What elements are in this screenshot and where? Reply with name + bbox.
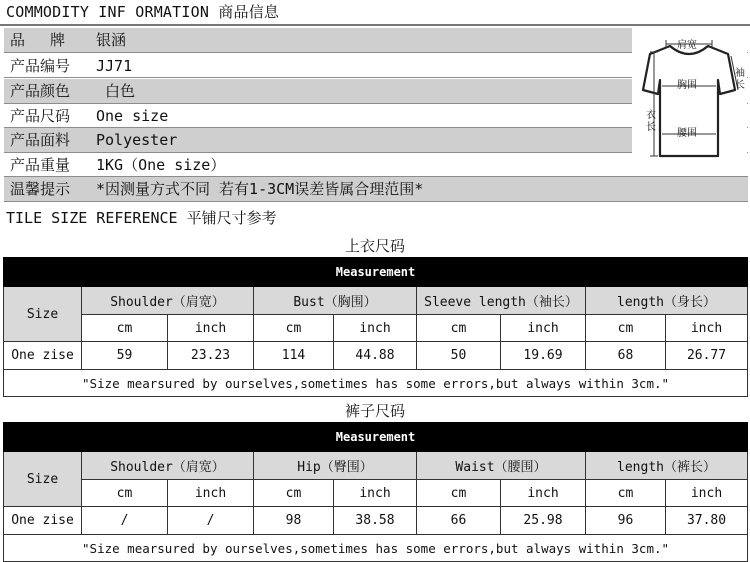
pants-size-caption: 裤子尺码 [344, 402, 405, 420]
unit-header: inch [666, 480, 748, 507]
diagram-label-waist: 腰围 [677, 128, 697, 139]
table-cell: 26.77 [666, 342, 748, 370]
unit-header: inch [168, 480, 254, 507]
table-cell: 44.88 [334, 342, 417, 370]
garment-diagram [632, 28, 747, 171]
table-cell: 59 [82, 342, 168, 370]
info-value-code: JJ71 [96, 57, 133, 75]
info-value-brand: 银涵 [96, 31, 127, 49]
unit-header: cm [254, 315, 334, 342]
unit-header: inch [501, 480, 586, 507]
group-header: Bust（胸围） [254, 287, 417, 315]
table-cell: 25.98 [501, 507, 586, 535]
info-label-weight: 产品重量 [10, 156, 71, 174]
info-value-color: 白色 [96, 82, 136, 100]
unit-header: inch [501, 315, 586, 342]
table-row [4, 342, 748, 370]
table-cell: 50 [417, 342, 501, 370]
unit-header: cm [417, 480, 501, 507]
table-cell: 98 [254, 507, 334, 535]
unit-header: cm [586, 315, 666, 342]
group-header: length（身长） [586, 287, 748, 315]
header-divider [0, 24, 750, 26]
group-header: Shoulder（肩宽） [82, 452, 254, 480]
row-size-label: One zise [4, 507, 82, 535]
measurement-heading: Measurement [4, 423, 748, 452]
size-disclaimer: "Size mearsured by ourselves,sometimes has some errors,but always within 3cm." [4, 370, 748, 397]
row-size-label: One zise [4, 342, 82, 370]
table-cell: 114 [254, 342, 334, 370]
group-header: Shoulder（肩宽） [82, 287, 254, 315]
info-label-brand: 品牌 [10, 31, 91, 49]
table-cell: / [168, 507, 254, 535]
unit-header: cm [254, 480, 334, 507]
table-cell: 96 [586, 507, 666, 535]
unit-header: inch [168, 315, 254, 342]
group-header: Sleeve length（袖长） [417, 287, 586, 315]
group-header: length（裤长） [586, 452, 748, 480]
size-header: Size [4, 452, 82, 507]
top-size-caption: 上衣尺码 [344, 237, 405, 255]
table-cell: 23.23 [168, 342, 254, 370]
info-label-notice: 温馨提示 [10, 180, 71, 198]
info-label-color: 产品颜色 [10, 82, 71, 100]
unit-header: cm [417, 315, 501, 342]
table-cell: 38.58 [334, 507, 417, 535]
table-cell: 68 [586, 342, 666, 370]
table-cell: 19.69 [501, 342, 586, 370]
table-cell: 66 [417, 507, 501, 535]
table-cell: / [82, 507, 168, 535]
unit-header: cm [82, 480, 168, 507]
info-label-fabric: 产品面料 [10, 131, 71, 149]
table-row [4, 507, 748, 535]
tile-size-reference: TILE SIZE REFERENCE 平铺尺寸参考 [6, 209, 277, 227]
unit-header: inch [334, 315, 417, 342]
info-value-fabric: Polyester [96, 131, 178, 149]
info-value-notice: *因测量方式不同 若有1-3CM误差皆属合理范围* [96, 180, 424, 198]
info-label-code: 产品编号 [10, 57, 71, 75]
diagram-label-chest: 胸围 [677, 80, 697, 91]
diagram-label-length: 衣长 [646, 110, 656, 133]
unit-header: cm [586, 480, 666, 507]
group-header: Waist（腰围） [417, 452, 586, 480]
unit-header: cm [82, 315, 168, 342]
group-header: Hip（臀围） [254, 452, 417, 480]
unit-header: inch [666, 315, 748, 342]
top-size-table [3, 257, 748, 397]
info-value-weight: 1KG（One size） [96, 156, 226, 174]
unit-header: inch [334, 480, 417, 507]
header-title: COMMODITY INF ORMATION 商品信息 [6, 3, 280, 21]
size-disclaimer: "Size mearsured by ourselves,sometimes has some errors,but always within 3cm." [4, 535, 748, 562]
info-value-size: One size [96, 107, 169, 125]
info-divider [4, 201, 748, 202]
table-cell: 37.80 [666, 507, 748, 535]
info-label-size: 产品尺码 [10, 107, 71, 125]
diagram-label-shoulder: 肩宽 [677, 40, 697, 51]
diagram-label-sleeve: 袖长 [735, 68, 745, 91]
measurement-heading: Measurement [4, 258, 748, 287]
pants-size-table [3, 422, 748, 562]
size-header: Size [4, 287, 82, 342]
